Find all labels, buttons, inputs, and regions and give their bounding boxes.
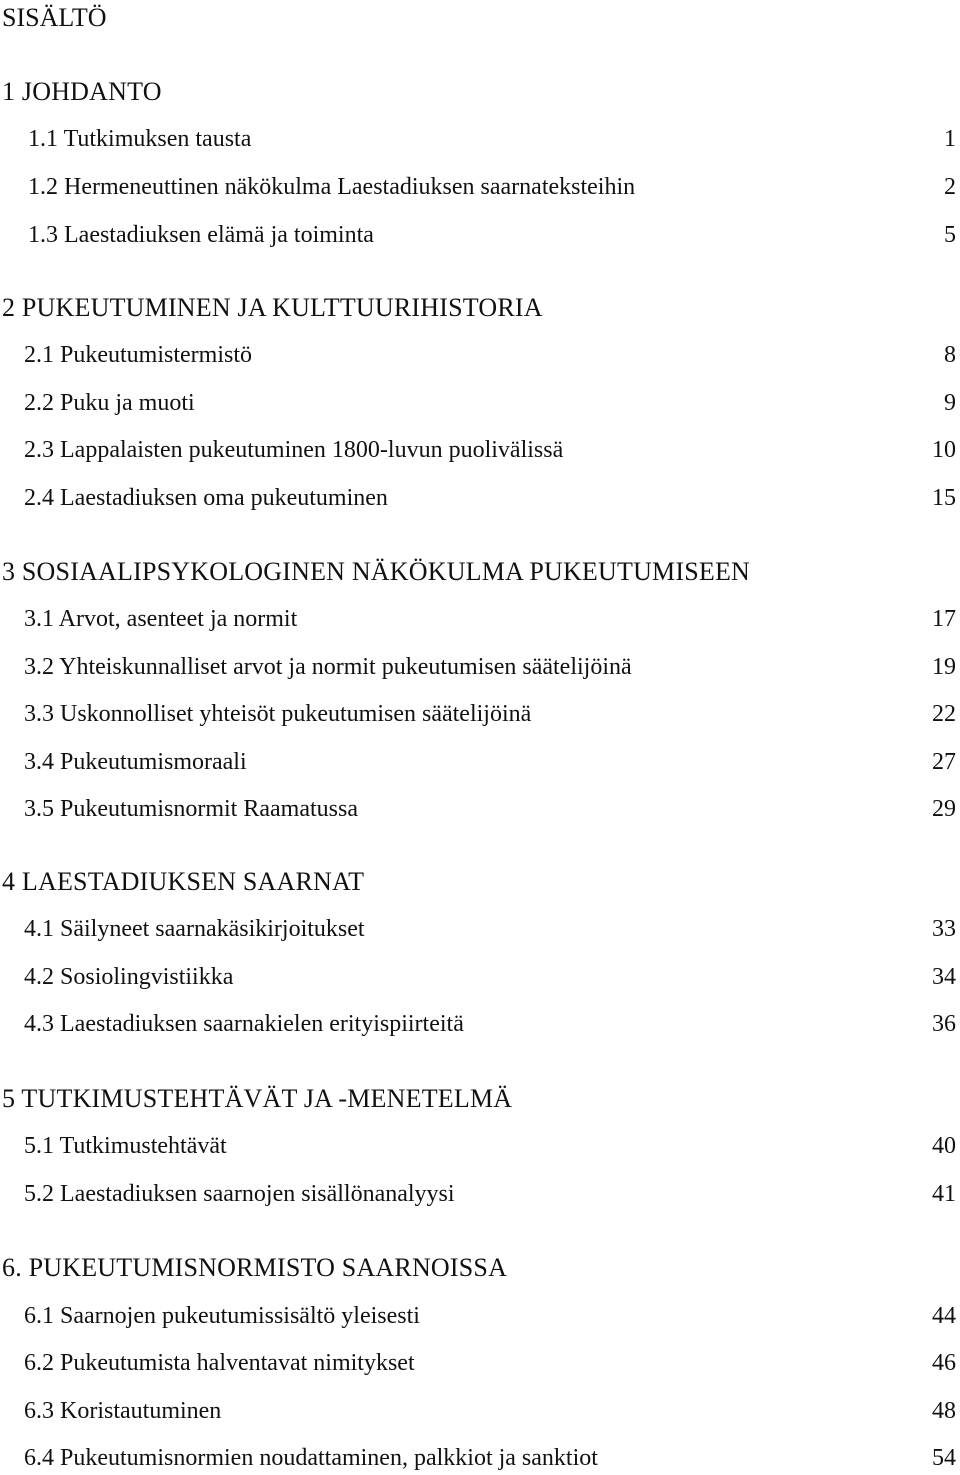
toc-entry[interactable]	[0, 482, 960, 514]
toc-entry[interactable]	[0, 123, 960, 155]
toc-entry[interactable]	[0, 1300, 960, 1332]
toc-entry-label: 4.2 Sosiolingvistiikka	[24, 964, 234, 990]
toc-entry-page: 44	[932, 1303, 956, 1329]
toc-entry-label: 5.1 Tutkimustehtävät	[24, 1133, 227, 1159]
toc-entry-page: 15	[932, 485, 956, 511]
toc-entry-page: 41	[932, 1181, 956, 1207]
page-title: SISÄLTÖ	[2, 3, 107, 32]
toc-entry-label: 1.1 Tutkimuksen tausta	[28, 126, 252, 152]
toc-entry[interactable]	[0, 1442, 960, 1474]
toc-entry-label: 4.3 Laestadiuksen saarnakielen erityispiirteitä	[24, 1011, 464, 1037]
toc-entry-page: 22	[932, 701, 956, 727]
toc-entry-page: 10	[932, 437, 956, 463]
chapter-heading: 1 JOHDANTO	[2, 77, 162, 106]
toc-entry[interactable]	[0, 651, 960, 683]
toc-entry[interactable]	[0, 171, 960, 203]
chapter-heading: 6. PUKEUTUMISNORMISTO SAARNOISSA	[2, 1253, 508, 1282]
toc-entry-label: 6.3 Koristautuminen	[24, 1398, 222, 1424]
toc-entry[interactable]	[0, 434, 960, 466]
toc-entry-label: 3.4 Pukeutumismoraali	[24, 749, 247, 775]
toc-entry-page: 46	[932, 1350, 956, 1376]
toc-entry-label: 6.4 Pukeutumisnormien noudattaminen, palkkiot ja sanktiot	[24, 1445, 598, 1471]
toc-entry-page: 34	[932, 964, 956, 990]
toc-entry[interactable]	[0, 339, 960, 371]
toc-entry[interactable]	[0, 1130, 960, 1162]
toc-entry-label: 3.5 Pukeutumisnormit Raamatussa	[24, 796, 358, 822]
toc-entry-label: 2.1 Pukeutumistermistö	[24, 342, 252, 368]
toc-entry-page: 33	[932, 916, 956, 942]
toc-entry[interactable]	[0, 1008, 960, 1040]
toc-entry-page: 27	[932, 749, 956, 775]
chapter-heading: 5 TUTKIMUSTEHTÄVÄT JA -MENETELMÄ	[2, 1084, 513, 1113]
toc-entry-page: 8	[944, 342, 956, 368]
toc-entry[interactable]	[0, 698, 960, 730]
toc-entry-page: 54	[932, 1445, 956, 1471]
toc-entry-label: 6.1 Saarnojen pukeutumissisältö yleisesti	[24, 1303, 420, 1329]
toc-entry[interactable]	[0, 793, 960, 825]
toc-entry[interactable]	[0, 961, 960, 993]
toc-entry-label: 2.3 Lappalaisten pukeutuminen 1800-luvun puolivälissä	[24, 437, 564, 463]
toc-entry-page: 36	[932, 1011, 956, 1037]
toc-entry-label: 2.4 Laestadiuksen oma pukeutuminen	[24, 485, 388, 511]
toc-entry-page: 1	[944, 126, 956, 152]
toc-entry[interactable]	[0, 1347, 960, 1379]
toc-entry[interactable]	[0, 387, 960, 419]
chapter-heading: 4 LAESTADIUKSEN SAARNAT	[2, 867, 365, 896]
chapter-heading: 2 PUKEUTUMINEN JA KULTTUURIHISTORIA	[2, 293, 543, 322]
toc-entry-page: 40	[932, 1133, 956, 1159]
toc-entry-label: 1.2 Hermeneuttinen näkökulma Laestadiuksen saarnateksteihin	[28, 174, 636, 200]
toc-entry-label: 5.2 Laestadiuksen saarnojen sisällönanalyysi	[24, 1181, 455, 1207]
toc-entry-label: 3.3 Uskonnolliset yhteisöt pukeutumisen säätelijöinä	[24, 701, 532, 727]
toc-entry-page: 9	[944, 390, 956, 416]
toc-entry-page: 2	[944, 174, 956, 200]
toc-entry-label: 1.3 Laestadiuksen elämä ja toiminta	[28, 222, 374, 248]
toc-entry-page: 19	[932, 654, 956, 680]
chapter-heading: 3 SOSIAALIPSYKOLOGINEN NÄKÖKULMA PUKEUTUMISEEN	[2, 557, 751, 586]
toc-entry[interactable]	[0, 746, 960, 778]
toc-entry-label: 3.2 Yhteiskunnalliset arvot ja normit pukeutumisen säätelijöinä	[24, 654, 632, 680]
toc-entry-label: 4.1 Säilyneet saarnakäsikirjoitukset	[24, 916, 365, 942]
toc-entry[interactable]	[0, 219, 960, 251]
toc-entry-page: 5	[944, 222, 956, 248]
toc-entry-label: 6.2 Pukeutumista halventavat nimitykset	[24, 1350, 415, 1376]
toc-entry[interactable]	[0, 603, 960, 635]
toc-entry[interactable]	[0, 913, 960, 945]
toc-entry-label: 2.2 Puku ja muoti	[24, 390, 195, 416]
toc-entry-page: 17	[932, 606, 956, 632]
toc-entry-label: 3.1 Arvot, asenteet ja normit	[24, 606, 298, 632]
toc-entry[interactable]	[0, 1395, 960, 1427]
toc-entry-page: 48	[932, 1398, 956, 1424]
toc-entry[interactable]	[0, 1178, 960, 1210]
toc-entry-page: 29	[932, 796, 956, 822]
